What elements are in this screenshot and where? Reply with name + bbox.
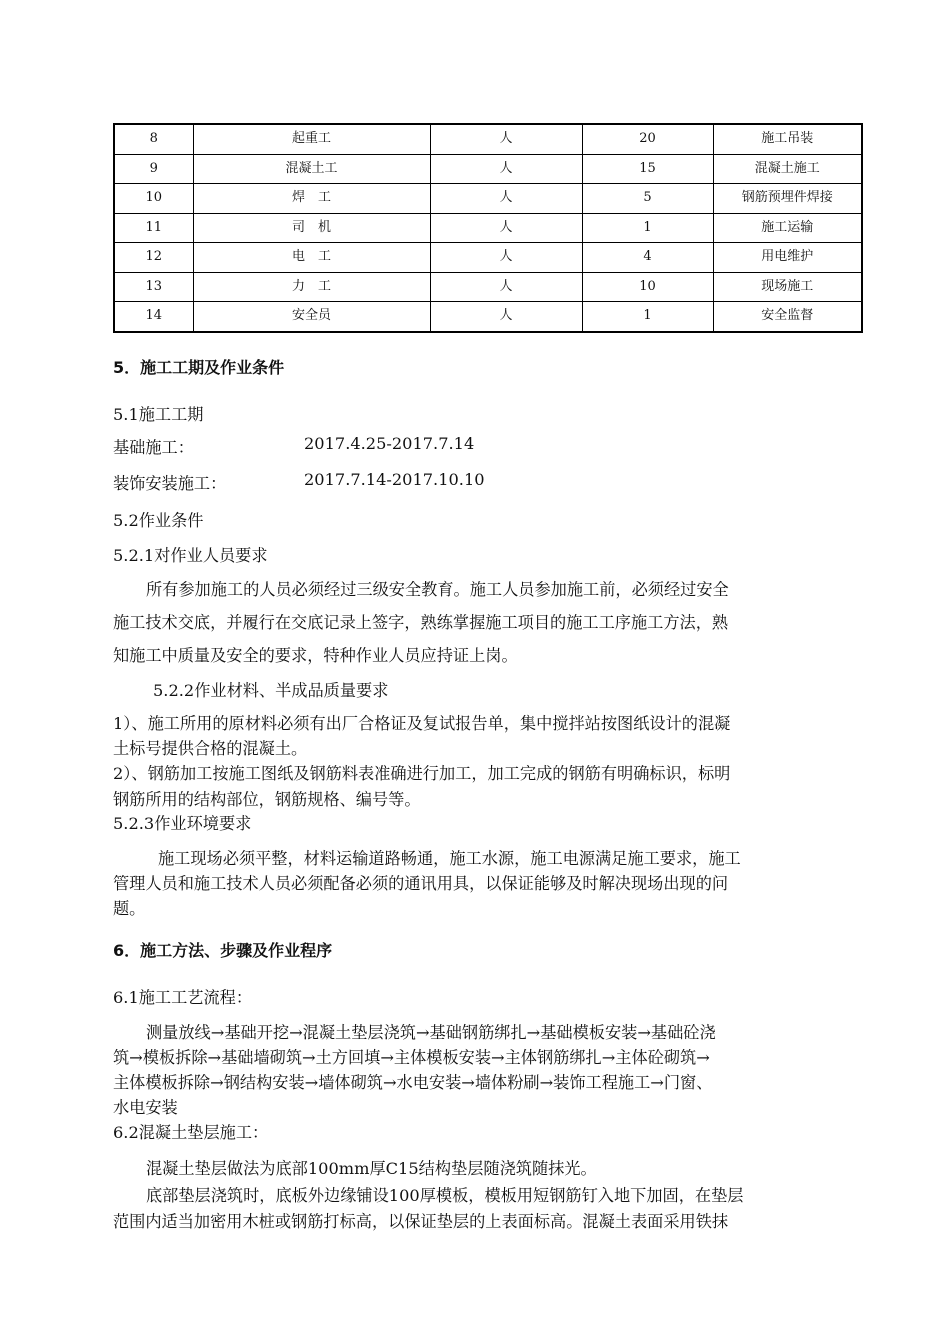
- paragraph-line: 1）、施工所用的原材料必须有出厂合格证及复试报告单，集中搅拌站按图纸设计的混凝: [113, 714, 731, 733]
- usage: 施工运输: [713, 213, 862, 243]
- count: 1: [582, 213, 713, 243]
- row-number: 13: [114, 272, 193, 302]
- worker-type: 电 工: [193, 243, 430, 273]
- paragraph-line: 知施工中质量及安全的要求，特种作业人员应持证上岗。: [113, 646, 518, 665]
- section-5-2-1-title: 5.2.1对作业人员要求: [113, 546, 268, 565]
- worker-type: 司 机: [193, 213, 430, 243]
- paragraph-line: 测量放线→基础开挖→混凝土垫层浇筑→基础钢筋绑扎→基础模板安装→基础砼浇: [146, 1023, 716, 1042]
- section-6-2-title: 6.2混凝土垫层施工：: [113, 1123, 269, 1142]
- row-number: 14: [114, 302, 193, 332]
- section-6-1-title: 6.1施工工艺流程：: [113, 988, 253, 1007]
- section-6-heading: 6．施工方法、步骤及作业程序: [113, 941, 333, 960]
- paragraph-line: 钢筋所用的结构部位，钢筋规格、编号等。: [113, 790, 421, 809]
- table-row: [114, 272, 862, 302]
- worker-type: 焊 工: [193, 184, 430, 214]
- section-5-2-title: 5.2作业条件: [113, 511, 204, 530]
- row-number: 10: [114, 184, 193, 214]
- labor-table: [113, 123, 863, 333]
- unit: 人: [430, 272, 582, 302]
- worker-type: 力 工: [193, 272, 430, 302]
- decoration-label: 装饰安装施工：: [113, 474, 227, 493]
- table-row: [114, 302, 862, 332]
- paragraph-line: 题。: [113, 899, 146, 918]
- usage: 用电维护: [713, 243, 862, 273]
- foundation-schedule: [113, 434, 861, 458]
- row-number: 8: [114, 124, 193, 154]
- foundation-dates: 2017.4.25-2017.7.14: [304, 434, 475, 453]
- section-5-2-2-title: 5.2.2作业材料、半成品质量要求: [153, 681, 389, 700]
- section-5-1-title: 5.1施工工期: [113, 405, 204, 424]
- foundation-label: 基础施工：: [113, 438, 194, 457]
- usage: 现场施工: [713, 272, 862, 302]
- worker-type: 安全员: [193, 302, 430, 332]
- count: 5: [582, 184, 713, 214]
- table-row: [114, 243, 862, 273]
- table-row: [114, 124, 862, 154]
- paragraph-line: 土标号提供合格的混凝土。: [113, 739, 308, 758]
- table-row: [114, 154, 862, 184]
- unit: 人: [430, 184, 582, 214]
- usage: 钢筋预埋件焊接: [713, 184, 862, 214]
- unit: 人: [430, 124, 582, 154]
- decoration-dates: 2017.7.14-2017.10.10: [304, 470, 485, 489]
- count: 1: [582, 302, 713, 332]
- usage: 混凝土施工: [713, 154, 862, 184]
- worker-type: 起重工: [193, 124, 430, 154]
- unit: 人: [430, 154, 582, 184]
- paragraph-line: 混凝土垫层做法为底部100mm厚C15结构垫层随浇筑随抹光。: [146, 1159, 597, 1178]
- worker-type: 混凝土工: [193, 154, 430, 184]
- paragraph-line: 2）、钢筋加工按施工图纸及钢筋料表准确进行加工，加工完成的钢筋有明确标识，标明: [113, 764, 731, 783]
- paragraph-line: 所有参加施工的人员必须经过三级安全教育。施工人员参加施工前，必须经过安全: [146, 580, 729, 599]
- table-row: [114, 184, 862, 214]
- count: 15: [582, 154, 713, 184]
- usage: 安全监督: [713, 302, 862, 332]
- paragraph-line: 主体模板拆除→钢结构安装→墙体砌筑→水电安装→墙体粉刷→装饰工程施工→门窗、: [113, 1073, 713, 1092]
- paragraph-line: 筑→模板拆除→基础墙砌筑→土方回填→主体模板安装→主体钢筋绑扎→主体砼砌筑→: [113, 1048, 710, 1067]
- decoration-schedule: [113, 470, 861, 494]
- row-number: 12: [114, 243, 193, 273]
- row-number: 11: [114, 213, 193, 243]
- count: 20: [582, 124, 713, 154]
- paragraph-line: 底部垫层浇筑时，底板外边缘铺设100厚模板，模板用短钢筋钉入地下加固，在垫层: [146, 1186, 744, 1205]
- paragraph-line: 范围内适当加密用木桩或钢筋打标高，以保证垫层的上表面标高。混凝土表面采用铁抹: [113, 1212, 729, 1231]
- table-row: [114, 213, 862, 243]
- paragraph-line: 施工技术交底，并履行在交底记录上签字，熟练掌握施工项目的施工工序施工方法，熟: [113, 613, 729, 632]
- section-5-2-3-title: 5.2.3作业环境要求: [113, 814, 252, 833]
- paragraph-line: 水电安装: [113, 1098, 178, 1117]
- paragraph-line: 管理人员和施工技术人员必须配备必须的通讯用具，以保证能够及时解决现场出现的问: [113, 874, 729, 893]
- usage: 施工吊装: [713, 124, 862, 154]
- count: 4: [582, 243, 713, 273]
- unit: 人: [430, 243, 582, 273]
- unit: 人: [430, 302, 582, 332]
- paragraph-line: 施工现场必须平整，材料运输道路畅通，施工水源，施工电源满足施工要求，施工: [158, 849, 741, 868]
- unit: 人: [430, 213, 582, 243]
- section-5-heading: 5．施工工期及作业条件: [113, 358, 285, 377]
- count: 10: [582, 272, 713, 302]
- row-number: 9: [114, 154, 193, 184]
